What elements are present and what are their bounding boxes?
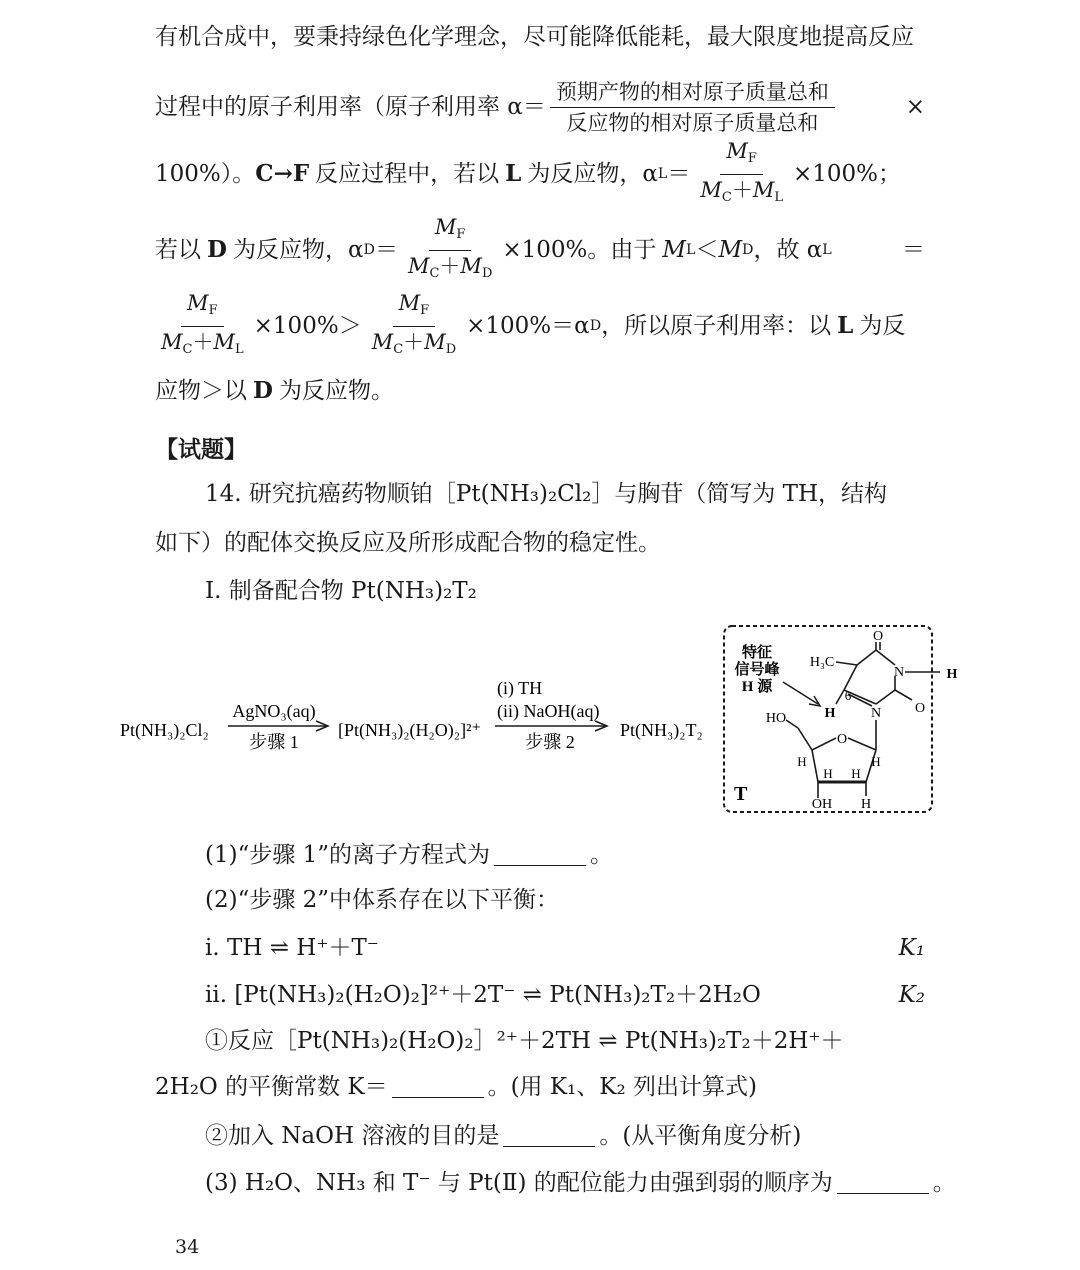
scheme-step2: 步骤 2	[525, 732, 575, 752]
text-segment: ②加入 NaOH 溶液的目的是	[205, 1123, 500, 1149]
var-M: M	[726, 138, 748, 163]
greater-than: ＞	[338, 313, 362, 339]
scheme-reagent2a: (i) TH	[497, 678, 543, 698]
scheme-mid: [Pt(NH₃)₂(H₂O)₂]²⁺	[338, 720, 481, 740]
subscript: F	[420, 302, 430, 318]
atom-HO: HO	[765, 711, 787, 726]
bond	[836, 662, 857, 665]
bond	[812, 750, 818, 782]
text-segment: 为反应物，α	[527, 161, 658, 187]
var-M: M	[700, 177, 722, 202]
bond	[848, 738, 876, 750]
para1-line2-text: 过程中的原子利用率（原子利用率 α＝	[155, 94, 546, 120]
atom-N1: N	[870, 706, 882, 721]
less-than: ＜	[695, 237, 719, 263]
atom-H-c1: H	[871, 754, 881, 769]
para1-line1	[155, 22, 925, 52]
q2-sub2-line	[205, 1121, 975, 1151]
position-6: 6	[844, 688, 852, 703]
fraction-numerator: 预期产物的相对原子质量总和	[550, 79, 835, 108]
bond	[798, 728, 812, 750]
fraction-numerator	[181, 290, 224, 327]
q2-sub1-line1	[205, 1026, 925, 1056]
subscript: F	[208, 302, 218, 318]
subscript: F	[747, 150, 757, 166]
q2-line: (2)“步骤 2”中体系存在以下平衡：	[205, 887, 560, 913]
answer-blank-K[interactable]	[392, 1096, 484, 1098]
fraction-denominator	[402, 251, 498, 287]
text-segment: 。(用 K₁、K₂ 列出计算式)	[487, 1074, 757, 1100]
page-number: 34	[175, 1236, 200, 1258]
var-M: M	[460, 253, 482, 278]
text-segment: ，故 α	[753, 237, 823, 263]
bond	[844, 665, 857, 690]
punctuation: ；	[878, 161, 902, 187]
text-segment: 为反应物，α	[232, 237, 364, 263]
text-segment: 反应过程中，若以	[315, 161, 500, 187]
reaction-scheme	[0, 620, 1080, 830]
equals-sign: ＝	[902, 237, 925, 263]
atom-H6: H	[824, 706, 836, 721]
alpha-D-fraction	[402, 214, 498, 287]
equilibrium-i	[205, 933, 925, 963]
atom-O-top: O	[872, 629, 884, 644]
var-M: M	[161, 329, 183, 354]
note-line1: 特征	[741, 645, 773, 661]
atom-N3: N	[893, 665, 905, 680]
atom-utilization-fraction	[550, 79, 835, 136]
scheme-start: Pt(NH₃)₂Cl₂	[120, 720, 209, 740]
K1-label: K₁	[898, 935, 925, 961]
reactant-L: L	[505, 160, 522, 187]
equation-ii: ii. [Pt(NH₃)₂(H₂O)₂]²⁺＋2T⁻ ⇌ Pt(NH₃)₂T₂＋2H₂O	[205, 982, 761, 1008]
subscript: F	[456, 226, 466, 242]
atom-H-N3: H	[946, 667, 958, 682]
text-segment: ，所以原子利用率：以	[601, 313, 832, 339]
fraction-denominator	[694, 175, 789, 211]
atom-O-ring: O	[836, 732, 848, 747]
pyrimidine-ring	[836, 642, 940, 706]
plus-sign: ＋	[439, 253, 461, 278]
atom-H-c4: H	[797, 754, 807, 769]
atom-OH: OH	[811, 797, 833, 812]
text-segment: 为反应物。	[278, 378, 394, 404]
equals-sign: ＝	[374, 237, 398, 263]
subscript: L	[657, 166, 668, 182]
atom-H3C: H₃C	[809, 655, 835, 670]
atom-O-right: O	[914, 701, 926, 716]
scheme-step1: 步骤 1	[249, 732, 299, 752]
equilibrium-ii	[205, 980, 925, 1010]
times-100: ×100%	[466, 313, 552, 339]
q3-line	[205, 1168, 956, 1198]
times-sign: ×	[905, 94, 925, 120]
subscript: C	[182, 341, 193, 357]
subscript: C	[393, 341, 404, 357]
q1-text: (1)“步骤 1”的离子方程式为	[205, 842, 491, 868]
text-segment: 为反	[859, 313, 906, 339]
scheme-product: Pt(NH₃)₂T₂	[620, 720, 703, 740]
answer-blank-q1[interactable]	[494, 864, 586, 866]
q3-text: (3) H₂O、NH₃ 和 T⁻ 与 Pt(Ⅱ) 的配位能力由强到弱的顺序为	[205, 1170, 833, 1196]
fraction-denominator	[366, 327, 462, 363]
bond	[895, 690, 912, 700]
text-segment: 应物＞以	[155, 378, 247, 404]
fraction-denominator	[155, 327, 250, 363]
alpha-L-fraction-2	[155, 290, 250, 363]
atom-H-c3: H	[823, 766, 833, 781]
answer-blank-q3[interactable]	[837, 1192, 929, 1194]
times-100: ×100%	[502, 237, 588, 263]
var-M: M	[371, 329, 394, 354]
reaction-label: C→F	[255, 160, 310, 187]
bond	[836, 690, 844, 704]
answer-blank-naoh[interactable]	[503, 1145, 595, 1147]
subscript: L	[685, 242, 696, 258]
var-M: M	[398, 290, 421, 315]
plus-sign: ＋	[731, 177, 753, 202]
text-segment: 100%）。	[155, 161, 256, 187]
para1-line5	[155, 290, 925, 357]
var-M: M	[718, 237, 742, 263]
section-title: 【试题】	[155, 436, 247, 463]
text-segment: 。(从平衡角度分析)	[599, 1123, 802, 1149]
plus-sign: ＋	[192, 329, 214, 354]
scheme-reagent2b: (ii) NaOH(aq)	[497, 701, 600, 721]
q2-sub1-text: ①反应［Pt(NH₃)₂(H₂O)₂］²⁺＋2TH ⇌ Pt(NH₃)₂T₂＋2H⁺＋	[205, 1028, 844, 1054]
var-M: M	[662, 237, 686, 263]
subscript: L	[774, 189, 784, 205]
structure-label-T: T	[734, 783, 748, 805]
subscript: C	[721, 189, 732, 205]
subscript: D	[363, 242, 375, 258]
equals-sign: ＝	[667, 161, 691, 187]
q14-text: 14. 研究抗癌药物顺铂［Pt(NH₃)₂Cl₂］与胸苷（简写为 TH，结构	[205, 481, 888, 507]
reactant-D: D	[253, 377, 273, 404]
scheme-reagent1: AgNO₃(aq)	[232, 701, 316, 721]
para1-line6	[155, 376, 925, 406]
reactant-D: D	[207, 236, 227, 263]
bond	[786, 720, 798, 728]
var-M: M	[424, 329, 446, 354]
subscript: D	[742, 242, 754, 258]
alpha-D-fraction-2	[366, 290, 462, 363]
text-segment: ＝α	[551, 313, 590, 339]
note-line2: 信号峰	[734, 662, 780, 678]
q2-sub1-line2	[155, 1072, 925, 1102]
subscript: C	[429, 265, 440, 281]
subscript: L	[822, 242, 832, 258]
var-M: M	[213, 329, 235, 354]
q1-line	[205, 840, 975, 870]
text-segment: 若以	[155, 237, 201, 263]
reactant-L: L	[837, 312, 854, 339]
fraction-numerator	[429, 214, 472, 251]
para1-line1-text: 有机合成中，要秉持绿色化学理念，尽可能降低能耗，最大限度地提高反应	[155, 24, 914, 50]
var-M: M	[434, 214, 457, 239]
punctuation: 。	[590, 842, 614, 868]
fraction-numerator	[720, 138, 763, 175]
para1-line4	[155, 214, 925, 281]
times-100: ×100%	[793, 161, 879, 187]
alpha-L-fraction	[694, 138, 789, 211]
var-M: M	[407, 253, 430, 278]
atom-H-c2: H	[851, 766, 861, 781]
bond	[876, 650, 895, 665]
equation-i: i. TH ⇌ H⁺＋T⁻	[205, 935, 379, 961]
atom-H-bottom: H	[860, 797, 872, 812]
plus-sign: ＋	[403, 329, 425, 354]
subscript: D	[445, 341, 457, 357]
note-arrow	[783, 682, 818, 704]
K2-label: K₂	[898, 982, 925, 1008]
subscript: D	[481, 265, 493, 281]
text-segment: 。由于	[587, 237, 657, 263]
para1-line3	[155, 138, 925, 205]
fraction-denominator: 反应物的相对原子质量总和	[566, 110, 819, 135]
fraction-numerator	[393, 290, 436, 327]
bond	[812, 738, 836, 750]
bond	[876, 690, 895, 704]
subscript: L	[235, 341, 244, 357]
q14-line1	[205, 479, 925, 509]
note-line3: H 源	[741, 679, 773, 695]
para1-line2	[155, 79, 925, 135]
part1-title: I. 制备配合物 Pt(NH₃)₂T₂	[205, 578, 477, 604]
times-100: ×100%	[253, 313, 339, 339]
q14-line2: 如下）的配体交换反应及所形成配合物的稳定性。	[155, 530, 661, 556]
var-M: M	[752, 177, 775, 202]
punctuation: 。	[932, 1170, 956, 1196]
bond	[857, 650, 876, 665]
subscript: D	[589, 318, 602, 334]
var-M: M	[187, 290, 209, 315]
text-segment: 2H₂O 的平衡常数 K＝	[155, 1074, 388, 1100]
